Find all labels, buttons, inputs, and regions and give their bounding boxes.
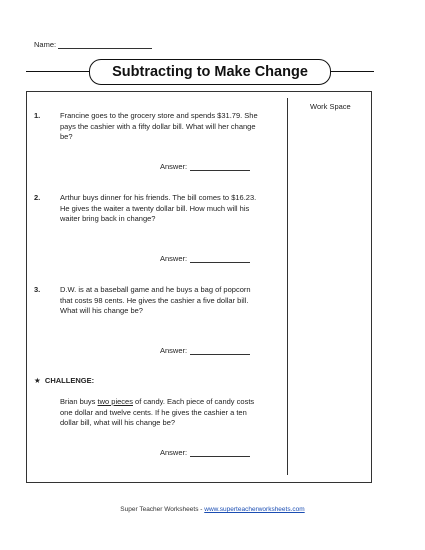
question-2-text: Arthur buys dinner for his friends. The bill comes to $16.23. He gives the waiter a twenty dollar bill. How much will his waiter bring back in change?: [60, 193, 257, 223]
question-2-answer: [160, 254, 250, 263]
question-1-number: 1.: [34, 111, 41, 120]
answer-label: Answer:: [160, 162, 188, 171]
footer-link[interactable]: www.superteacherworksheets.com: [204, 506, 305, 513]
answer-label: Answer:: [160, 448, 188, 457]
answer-label: Answer:: [160, 346, 188, 355]
workspace-label: Work Space: [310, 102, 351, 111]
question-2-number: 2.: [34, 193, 41, 202]
answer-blank[interactable]: [190, 448, 250, 457]
star-icon: ★: [34, 376, 41, 385]
challenge-heading: [34, 376, 94, 385]
challenge-text-before: Brian buys: [60, 397, 98, 406]
footer: [0, 506, 425, 513]
name-field: [34, 40, 152, 49]
question-3-text: D.W. is at a baseball game and he buys a bag of popcorn that costs 98 cents. He gives the cashier a five dollar bill. What will his change be?: [60, 285, 251, 315]
answer-blank[interactable]: [190, 162, 250, 171]
answer-blank[interactable]: [190, 254, 250, 263]
challenge-text: [60, 397, 260, 429]
name-blank-line[interactable]: [58, 40, 152, 49]
answer-label: Answer:: [160, 254, 188, 263]
workspace-divider: [287, 98, 288, 475]
question-3-number: 3.: [34, 285, 41, 294]
answer-blank[interactable]: [190, 346, 250, 355]
question-1-answer: [160, 162, 250, 171]
footer-prefix: Super Teacher Worksheets -: [120, 506, 205, 513]
question-1-text: Francine goes to the grocery store and spends $31.79. She pays the cashier with a fifty dollar bill. What will her change be?: [60, 111, 258, 141]
name-label: Name:: [34, 40, 57, 49]
challenge-text-underlined: two pieces: [97, 397, 133, 406]
question-3-answer: [160, 346, 250, 355]
challenge-answer: [160, 448, 250, 457]
challenge-text-after: of candy. Each piece of candy costs one dollar and twelve cents. If he gives the cashier a ten dollar bill, what will his change be?: [60, 397, 255, 427]
page-title: Subtracting to Make Change: [89, 59, 331, 85]
challenge-label: CHALLENGE:: [44, 376, 95, 385]
